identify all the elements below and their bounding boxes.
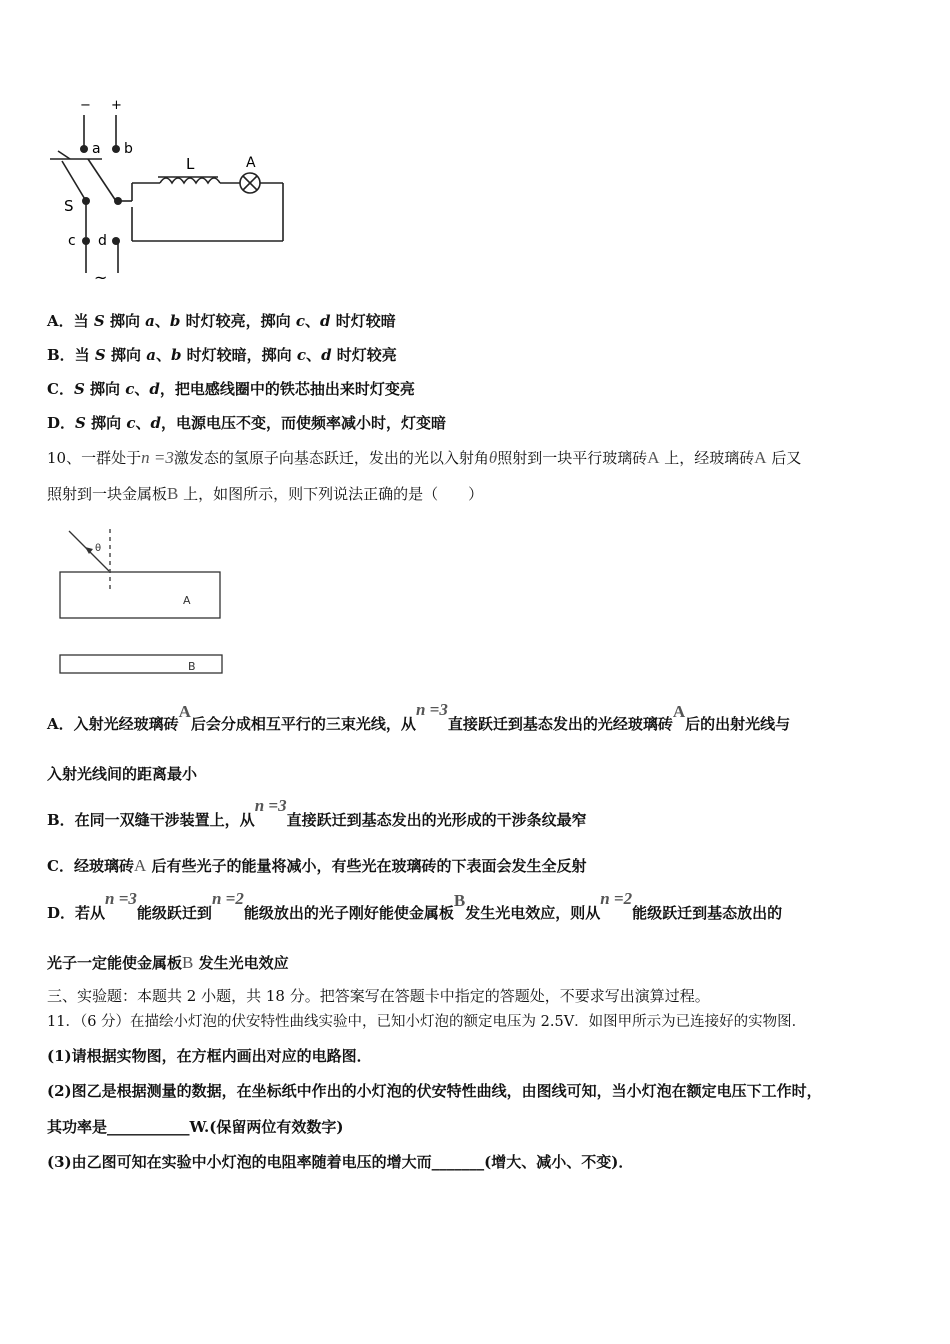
q11-part1: (1)请根据实物图，在方框内画出对应的电路图． bbox=[47, 1047, 372, 1065]
q10-option-c: C．经玻璃砖A 后有些光子的能量将减小，有些光在玻璃砖的下表面会发生全反射 bbox=[47, 856, 587, 875]
terminal-b-label: b bbox=[124, 141, 133, 157]
switch-s-label: S bbox=[64, 197, 74, 215]
plate-b-label: B bbox=[188, 660, 196, 673]
terminal-a-label: a bbox=[92, 141, 101, 157]
q10-option-a-line1: A．入射光经玻璃砖A后会分成相互平行的三束光线，从n =3直接跃迁到基态发出的光经玻璃砖A后的出射光线与 bbox=[47, 700, 791, 733]
q9-option-b: B．当 S 掷向 a、b 时灯较暗，掷向 c、d 时灯较亮 bbox=[47, 346, 397, 364]
q10-stem-line1: 10、一群处于n =3激发态的氢原子向基态跃迁，发出的光以入射角θ照射到一块平行玻璃砖A 上，经玻璃砖A 后又 bbox=[47, 448, 802, 467]
inductor-l-label: L bbox=[186, 155, 195, 173]
terminal-c-label: c bbox=[68, 233, 76, 249]
q10-option-a-line2: 入射光线间的距离最小 bbox=[47, 765, 198, 783]
q9-option-c: C．S 掷向 c、d，把电感线圈中的铁芯抽出来时灯变亮 bbox=[47, 380, 415, 398]
q9-option-a: A．当 S 掷向 a、b 时灯较亮，掷向 c、d 时灯较暗 bbox=[47, 312, 396, 330]
q11-part2-line1: (2)图乙是根据测量的数据，在坐标纸中作出的小灯泡的伏安特性曲线，由图线可知，当小灯泡在额定电压下工作时， bbox=[47, 1082, 822, 1100]
q11-part3: (3)由乙图可知在实验中小灯泡的电阻率随着电压的增大而_______(增大、减小、不变)． bbox=[47, 1153, 634, 1171]
plate-a-label: A bbox=[183, 594, 191, 607]
q10-option-b: B．在同一双缝干涉装置上，从n =3直接跃迁到基态发出的光形成的干涉条纹最窄 bbox=[47, 796, 587, 829]
minus-label: − bbox=[80, 98, 91, 113]
section3-heading: 三、实验题：本题共 2 小题，共 18 分。把答案写在答题卡中指定的答题处，不要求写出演算过程。 bbox=[47, 987, 710, 1005]
plus-label: + bbox=[111, 98, 122, 113]
terminal-d-label: d bbox=[98, 233, 107, 249]
theta-label: θ bbox=[95, 543, 102, 554]
circuit-diagram bbox=[40, 95, 300, 285]
q11-part2-line2: 其功率是___________W.(保留两位有效数字) bbox=[47, 1118, 344, 1136]
q11-stem: 11．（6 分）在描绘小灯泡的伏安特性曲线实验中，已知小灯泡的额定电压为 2.5V．如图甲所示为已连接好的实物图． bbox=[47, 1014, 807, 1030]
q10-option-d-line1: D．若从n =3能级跃迁到n =2能级放出的光子刚好能使金属板B发生光电效应，则从n =2能级跃迁到基态放出的 bbox=[47, 889, 783, 922]
glass-plate-diagram bbox=[55, 525, 230, 680]
lamp-a-label: A bbox=[246, 155, 256, 171]
q10-option-d-line2: 光子一定能使金属板B 发生光电效应 bbox=[47, 953, 289, 972]
q10-stem-line2: 照射到一块金属板B 上，如图所示，则下列说法正确的是（ ） bbox=[47, 484, 484, 503]
ac-source-label: ~ bbox=[94, 268, 108, 285]
q9-option-d: D．S 掷向 c、d，电源电压不变，而使频率减小时，灯变暗 bbox=[47, 414, 446, 432]
